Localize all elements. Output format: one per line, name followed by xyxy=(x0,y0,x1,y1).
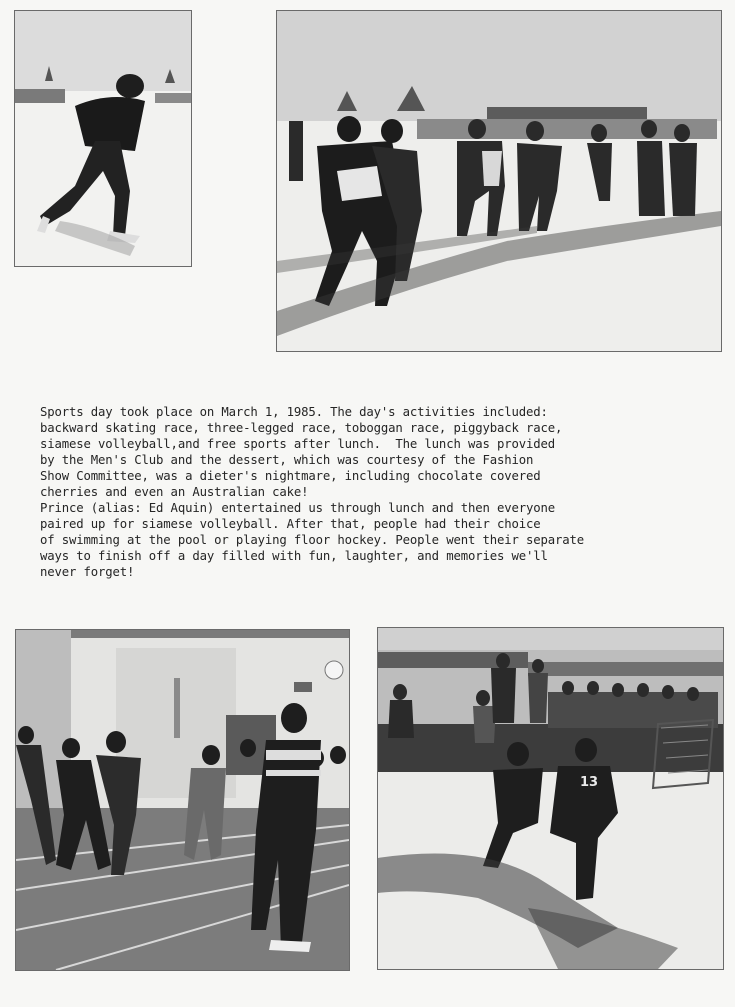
article-line: Sports day took place on March 1, 1985. The day's activities included: xyxy=(40,405,548,419)
article-line: siamese volleyball,and free sports after lunch. The lunch was provided xyxy=(40,437,555,451)
article-text xyxy=(40,404,700,580)
article-line: paired up for siamese volleyball. After that, people had their choice xyxy=(40,517,541,531)
photo-piggyback-race xyxy=(14,10,192,267)
article-line: backward skating race, three-legged race, toboggan race, piggyback race, xyxy=(40,421,563,435)
three-legged-race-image xyxy=(277,11,721,351)
article-line: Prince (alias: Ed Aquin) entertained us through lunch and then everyone xyxy=(40,501,555,515)
photo-siamese-volleyball xyxy=(15,629,350,971)
jersey-number: 13 xyxy=(580,775,599,790)
article-line: by the Men's Club and the dessert, which was courtesy of the Fashion xyxy=(40,453,534,467)
article-line: of swimming at the pool or playing floor hockey. People went their separate xyxy=(40,533,585,547)
article-line: Show Committee, was a dieter's nightmare, including chocolate covered xyxy=(40,469,541,483)
photo-three-legged-race xyxy=(276,10,722,352)
piggyback-race-image xyxy=(15,11,191,266)
article-line: never forget! xyxy=(40,565,135,579)
siamese-volleyball-image xyxy=(16,630,349,970)
floor-hockey-image xyxy=(378,628,723,969)
photo-floor-hockey xyxy=(377,627,724,970)
article-line: cherries and even an Australian cake! xyxy=(40,485,309,499)
article-line: ways to finish off a day filled with fun, laughter, and memories we'll xyxy=(40,549,548,563)
